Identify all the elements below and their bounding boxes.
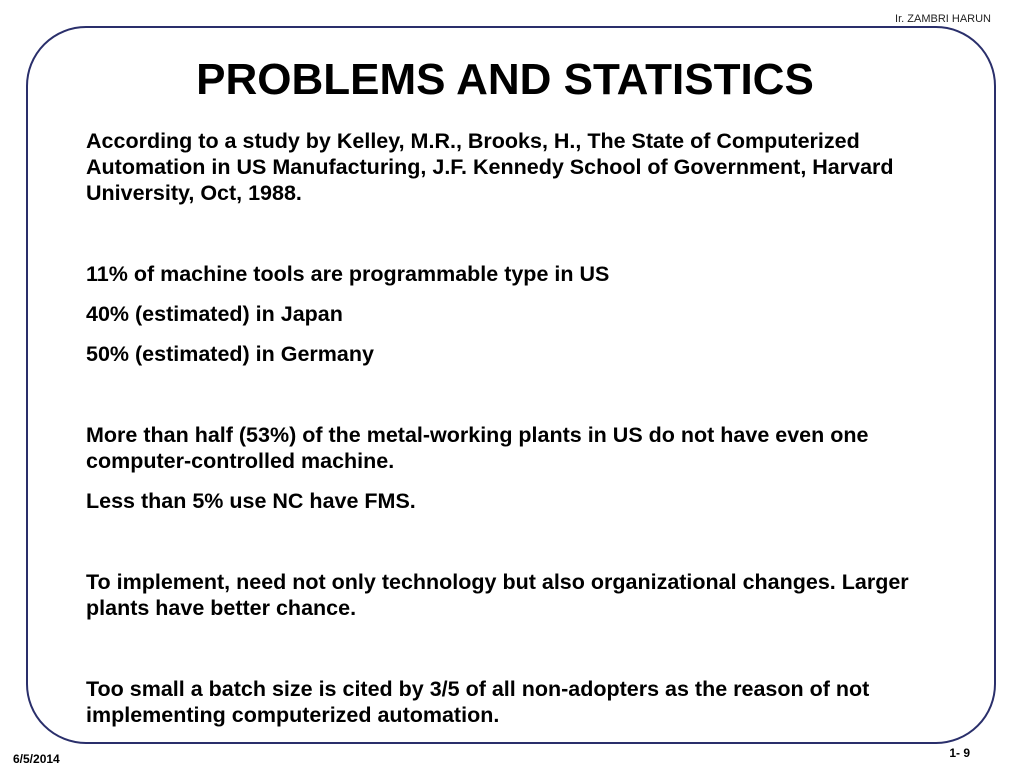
slide-title: PROBLEMS AND STATISTICS xyxy=(196,55,814,104)
footer-date: 6/5/2014 xyxy=(13,752,60,766)
paragraph-germany-stat: 50% (estimated) in Germany xyxy=(86,342,374,366)
paragraph-fms: Less than 5% use NC have FMS. xyxy=(86,489,416,513)
author-label: Ir. ZAMBRI HARUN xyxy=(895,13,991,25)
paragraph-study-reference: According to a study by Kelley, M.R., Brooks, H., The State of Computerized Automation in US Manufacturing, J.F. Kennedy School of Government, Harvard University, Oct, 1988. xyxy=(86,129,894,205)
paragraph-batch-size: Too small a batch size is cited by 3/5 of all non-adopters as the reason of not implementing computerized automation. xyxy=(86,677,870,727)
paragraph-japan-stat: 40% (estimated) in Japan xyxy=(86,302,343,326)
paragraph-metalworking-plants: More than half (53%) of the metal-working plants in US do not have even one computer-controlled machine. xyxy=(86,423,869,473)
paragraph-implementation: To implement, need not only technology but also organizational changes. Larger plants have better chance. xyxy=(86,570,909,620)
slide-body xyxy=(86,128,956,728)
paragraph-us-stat: 11% of machine tools are programmable type in US xyxy=(86,262,610,286)
page-number: 1- 9 xyxy=(949,746,970,760)
